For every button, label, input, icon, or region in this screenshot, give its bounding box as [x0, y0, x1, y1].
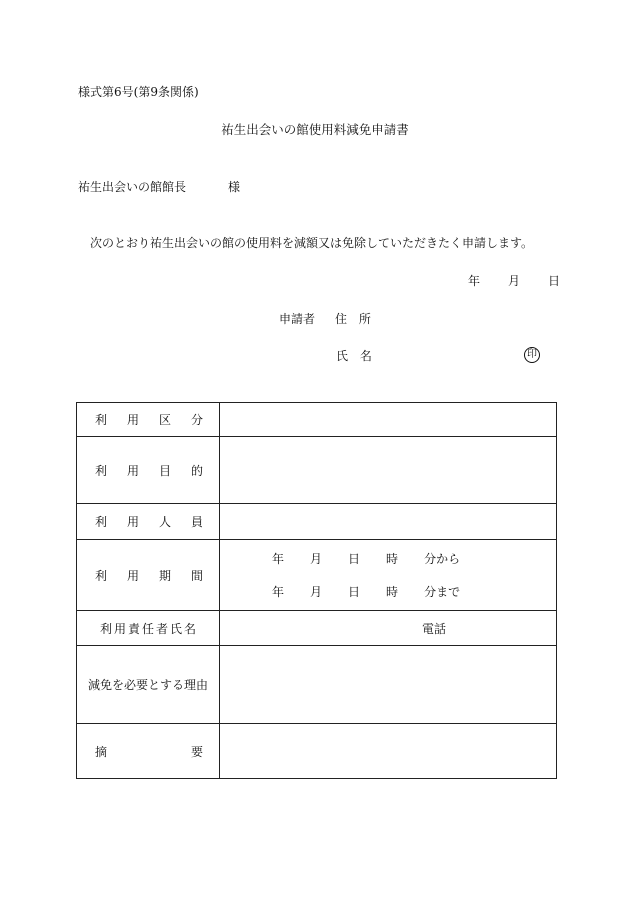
category-label: 利 用 区 分 — [95, 413, 203, 427]
period-field[interactable] — [220, 540, 557, 611]
seal-mark: 印 — [524, 347, 540, 363]
row-responsible — [77, 611, 557, 646]
document-title: 祐生出会いの館使用料減免申請書 — [221, 122, 409, 137]
row-reason — [77, 646, 557, 724]
usage-table — [76, 402, 557, 779]
date-year: 年 — [468, 274, 481, 288]
row-period — [77, 540, 557, 611]
addressee — [78, 180, 240, 194]
applicant-label: 申請者 — [279, 312, 316, 326]
date-month: 月 — [508, 274, 521, 288]
purpose-label: 利 用 目 的 — [95, 463, 203, 478]
reason-field[interactable] — [220, 646, 557, 724]
addressee-name: 祐生出会いの館館長 — [78, 180, 187, 194]
responsible-field[interactable] — [220, 611, 557, 646]
date-day: 日 — [548, 274, 561, 288]
reason-label: 減免を必要とする理由 — [87, 678, 208, 692]
purpose-field[interactable] — [220, 437, 557, 504]
applicant-address — [279, 312, 375, 326]
period-to: 年 月 日 時 分まで — [272, 585, 461, 599]
row-category — [77, 403, 557, 437]
people-label: 利 用 人 員 — [95, 515, 203, 529]
period-from: 年 月 日 時 分から — [272, 552, 461, 566]
responsible-label: 利用責任者氏名 — [99, 621, 198, 636]
phone-label: 電話 — [421, 621, 446, 636]
memo-field[interactable] — [220, 724, 557, 779]
address-label: 住 所 — [335, 312, 375, 326]
addressee-honorific: 様 — [228, 180, 241, 194]
application-date — [468, 274, 560, 288]
row-purpose — [77, 437, 557, 504]
row-people — [77, 504, 557, 540]
period-label: 利 用 期 間 — [95, 568, 203, 583]
memo-label: 摘 要 — [95, 744, 203, 759]
applicant-name-label: 氏 名 — [336, 349, 376, 363]
form-number: 様式第6号(第9条関係) — [78, 85, 199, 99]
row-memo — [77, 724, 557, 779]
people-field[interactable] — [220, 504, 557, 540]
category-field[interactable] — [220, 403, 557, 437]
application-statement: 次のとおり祐生出会いの館の使用料を減額又は免除していただきたく申請します。 — [90, 236, 534, 250]
